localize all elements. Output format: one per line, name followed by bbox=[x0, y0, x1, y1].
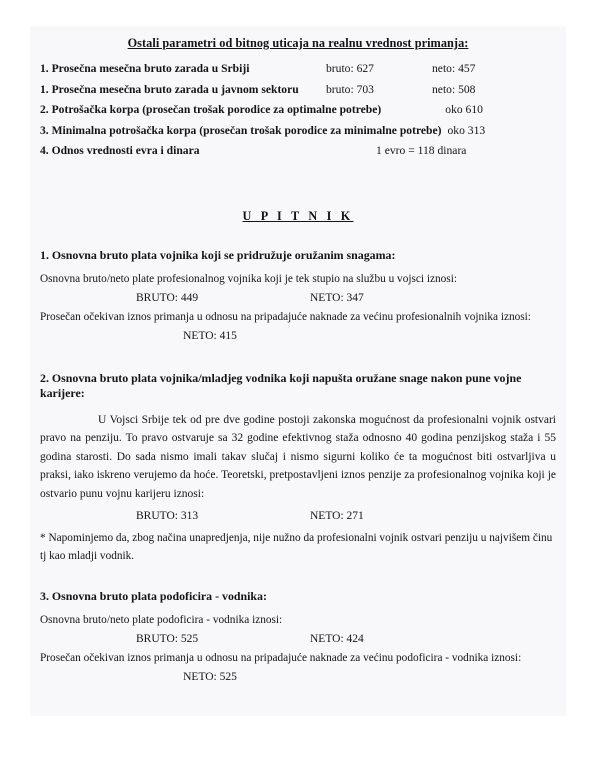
section-2-bruto: BRUTO: 313 bbox=[136, 509, 199, 522]
section-3-amounts bbox=[40, 633, 556, 645]
section-2-neto: NETO: 271 bbox=[310, 509, 364, 522]
parameter-label: 1. Prosečna mesečna bruto zarada u Srbiji bbox=[40, 62, 250, 75]
parameter-value: oko 610 bbox=[445, 103, 483, 116]
parameter-row bbox=[40, 62, 556, 75]
section-1-bruto: BRUTO: 449 bbox=[136, 291, 199, 304]
parameter-row bbox=[40, 124, 556, 137]
parameter-row bbox=[40, 83, 556, 96]
section-1-intro: Osnovna bruto/neto plate profesionalnog vojnika koji je tek stupio na službu u vojsci iznosi: bbox=[40, 272, 457, 285]
section-2-amounts bbox=[40, 510, 556, 522]
questionnaire-heading: U P I T N I K bbox=[242, 208, 354, 223]
parameter-label: 1. Prosečna mesečna bruto zarada u javnom sektoru bbox=[40, 82, 299, 96]
section-2 bbox=[40, 371, 556, 566]
section-3 bbox=[40, 589, 556, 683]
section-2-note: * Napominjemo da, zbog načina unapredjenja, nije nužno da profesionalni vojnik ostvari penziju u najvišem činu tj kao mladji vodnik. bbox=[40, 531, 553, 562]
parameters-list bbox=[40, 62, 556, 157]
section-3-bruto: BRUTO: 525 bbox=[136, 633, 199, 646]
section-3-neto: NETO: 424 bbox=[310, 633, 364, 646]
parameter-row bbox=[40, 103, 556, 116]
section-2-paragraph: U Vojsci Srbije tek od pre dve godine postoji zakonska mogućnost da profesionalni vojnik ostvari pravo na penziju. To pravo ostvaruje sa 32 godine efektivnog staža odnosno 40 godina penzijskog staža i 55 godina starosti. Do sada nismo imali takav slučaj i nismo sigurni koliko će ta mogućnost biti ostvarljiva u praksi, iako iskreno verujemo da hoće. Teoretski, pretpostavljeni iznos penzije za profesionalnog vojnika koji je ostvario punu vojnu karijeru iznosi: bbox=[40, 413, 556, 500]
section-3-intro: Osnovna bruto/neto plate podoficira - vodnika iznosi: bbox=[40, 614, 283, 627]
parameter-value: oko 313 bbox=[447, 123, 486, 137]
section-2-heading: 2. Osnovna bruto plata vojnika/mladjeg vodnika koji napušta oružane snage nakon pune vojne karijere: bbox=[40, 370, 522, 400]
section-3-followup: Prosečan očekivan iznos primanja u odnosu na pripadajuće naknade za većinu podoficira - vodnika iznosi: bbox=[40, 652, 522, 665]
spacer bbox=[40, 165, 556, 209]
spacer bbox=[40, 567, 556, 589]
parameter-label: 3. Minimalna potrošačka korpa (prosečan trošak porodice za minimalne potrebe) bbox=[40, 123, 442, 137]
parameter-neto: neto: 508 bbox=[432, 82, 476, 96]
parameter-bruto: bruto: 703 bbox=[326, 82, 374, 96]
section-1 bbox=[40, 248, 556, 342]
section-1-heading: 1. Osnovna bruto plata vojnika koji se pridružuje oružanim snagama: bbox=[40, 247, 396, 262]
section-3-heading: 3. Osnovna bruto plata podoficira - vodnika: bbox=[40, 589, 267, 604]
section-1-followup: Prosečan očekivan iznos primanja u odnosu na pripadajuće naknade za većinu profesionalnih vojnika iznosi: bbox=[40, 310, 531, 323]
document-page bbox=[30, 26, 566, 716]
parameter-neto: neto: 457 bbox=[432, 62, 476, 75]
section-1-followup-amount: NETO: 415 bbox=[183, 329, 237, 342]
page-title: Ostali parametri od bitnog uticaja na realnu vrednost primanja: bbox=[127, 36, 469, 50]
spacer bbox=[40, 349, 556, 371]
parameter-value: 1 evro = 118 dinara bbox=[376, 144, 467, 157]
section-1-neto: NETO: 347 bbox=[310, 291, 364, 304]
parameter-bruto: bruto: 627 bbox=[326, 62, 374, 75]
parameter-row bbox=[40, 144, 556, 157]
parameter-label: 2. Potrošačka korpa (prosečan trošak porodice za optimalne potrebe) bbox=[40, 103, 382, 116]
parameter-label: 4. Odnos vrednosti evra i dinara bbox=[40, 144, 200, 157]
section-3-followup-amount: NETO: 525 bbox=[183, 671, 237, 684]
section-1-amounts bbox=[40, 292, 556, 304]
